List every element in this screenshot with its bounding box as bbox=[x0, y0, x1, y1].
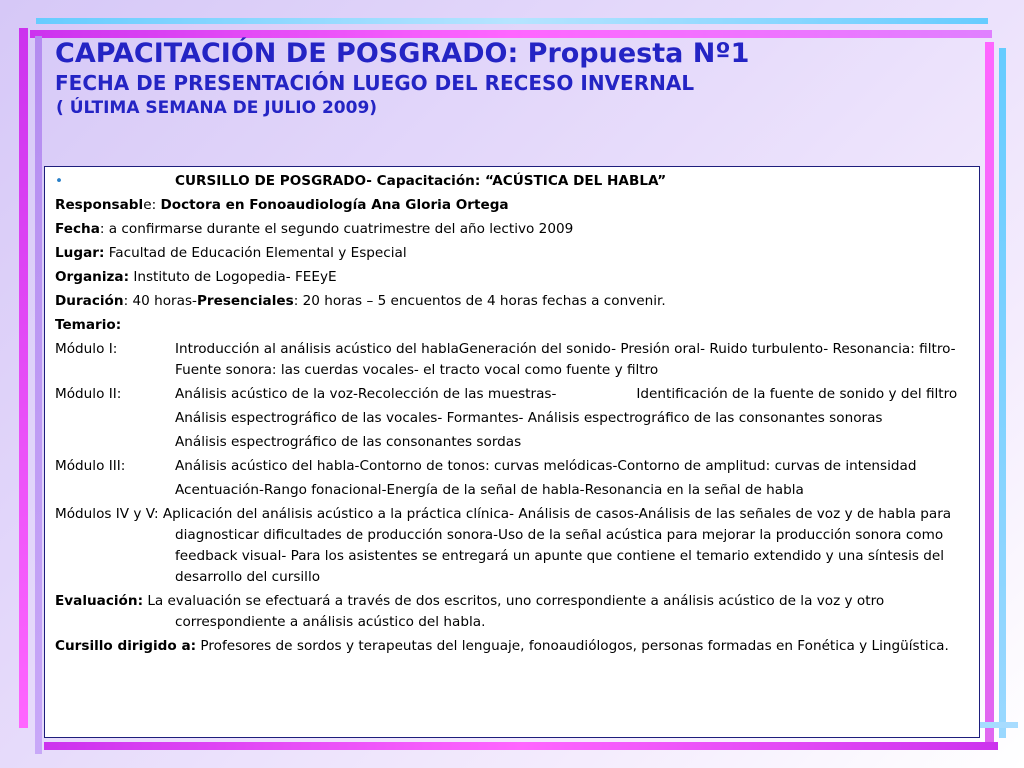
modulo-45-row bbox=[55, 504, 970, 588]
duracion-rest: : 20 horas – 5 encuentos de 4 horas fechas a convenir. bbox=[293, 293, 666, 309]
modulo-1-value: Introducción al análisis acústico del hablaGeneración del sonido- Presión oral- Ruido turbulento- Resonancia: filtro-Fuente sonora: las cuerdas vocales- el tracto vocal como fuente y filtro bbox=[175, 341, 956, 378]
fecha-row bbox=[55, 219, 970, 240]
responsable-sep: : bbox=[151, 197, 161, 213]
title-line-2: FECHA DE PRESENTACIÓN LUEGO DEL RECESO INVERNAL bbox=[55, 71, 695, 95]
duracion-row bbox=[55, 291, 970, 312]
responsable-label: Responsabl bbox=[55, 197, 144, 213]
evaluacion-row bbox=[55, 591, 970, 633]
decor-bar-top-cyan bbox=[36, 18, 988, 24]
modulo-2-value-b: Identificación de la fuente de sonido y del filtro bbox=[636, 386, 958, 402]
slide-title bbox=[55, 38, 955, 120]
duracion-mid: : 40 horas- bbox=[123, 293, 197, 309]
evaluacion-value: La evaluación se efectuará a través de dos escritos, uno correspondiente a análisis acústico de la voz y otro correspondiente a análisis acústico del habla. bbox=[143, 593, 885, 630]
course-heading: CURSILLO DE POSGRADO- Capacitación: “ACÚSTICA DEL HABLA” bbox=[175, 173, 667, 189]
content-body bbox=[55, 171, 970, 657]
responsable-row bbox=[55, 195, 970, 216]
organiza-row bbox=[55, 267, 970, 288]
temario-row bbox=[55, 315, 970, 336]
evaluacion-label: Evaluación: bbox=[55, 593, 144, 609]
decor-bar-right-cyan bbox=[999, 48, 1006, 738]
modulo-45-label: Módulos IV y V: bbox=[55, 506, 159, 522]
modulo-3-value: Análisis acústico del habla-Contorno de tonos: curvas melódicas-Contorno de amplitud: curvas de intensidad bbox=[175, 458, 917, 474]
modulo-2-label: Módulo II: bbox=[55, 386, 122, 402]
organiza-value: Instituto de Logopedia- FEEyE bbox=[129, 269, 337, 285]
duracion-label: Duración bbox=[55, 293, 124, 309]
heading-row bbox=[55, 171, 970, 192]
title-line-1: CAPACITACIÓN DE POSGRADO: Propuesta Nº1 bbox=[55, 38, 750, 69]
responsable-value: Doctora en Fonoaudiología Ana Gloria Ortega bbox=[160, 197, 509, 213]
modulo-3-row bbox=[55, 456, 970, 477]
lugar-value: Facultad de Educación Elemental y Especial bbox=[104, 245, 407, 261]
dirigido-row bbox=[55, 636, 970, 657]
modulo-1-label: Módulo I: bbox=[55, 341, 118, 357]
temario-label: Temario: bbox=[55, 317, 122, 333]
decor-bar-left-magenta bbox=[19, 28, 28, 728]
title-line-3: ( ÚLTIMA SEMANA DE JULIO 2009) bbox=[56, 98, 378, 118]
decor-bar-top-magenta bbox=[30, 30, 992, 38]
modulo-2-row bbox=[55, 384, 970, 405]
bullet-icon: • bbox=[55, 173, 64, 189]
lugar-row bbox=[55, 243, 970, 264]
dirigido-value: Profesores de sordos y terapeutas del lenguaje, fonoaudiólogos, personas formadas en Fonética y Lingüística. bbox=[196, 638, 949, 654]
content-panel bbox=[44, 166, 980, 738]
modulo-1-row bbox=[55, 339, 970, 381]
decor-bar-left-lavender bbox=[35, 36, 42, 754]
fecha-value: : a confirmarse durante el segundo cuatrimestre del año lectivo 2009 bbox=[99, 221, 574, 237]
decor-bar-right-pink bbox=[985, 42, 994, 742]
modulo-2-line-2 bbox=[55, 408, 970, 429]
modulo-2-line-2-text: Análisis espectrográfico de las vocales- Formantes- Análisis espectrográfico de las consonantes sonoras bbox=[175, 410, 883, 426]
modulo-3-line-2 bbox=[55, 480, 970, 501]
modulo-3-line-2-text: Acentuación-Rango fonacional-Energía de la señal de habla-Resonancia en la señal de habla bbox=[175, 482, 804, 498]
lugar-label: Lugar: bbox=[55, 245, 105, 261]
modulo-3-label: Módulo III: bbox=[55, 458, 126, 474]
modulo-2-value-a: Análisis acústico de la voz-Recolección de las muestras- bbox=[175, 386, 557, 402]
responsable-label-tail: e bbox=[143, 197, 152, 213]
decor-bar-bottom-magenta bbox=[44, 742, 998, 750]
organiza-label: Organiza: bbox=[55, 269, 130, 285]
modulo-2-line-3 bbox=[55, 432, 970, 453]
dirigido-label: Cursillo dirigido a: bbox=[55, 638, 197, 654]
presenciales-label: Presenciales bbox=[196, 293, 294, 309]
modulo-2-line-3-text: Análisis espectrográfico de las consonantes sordas bbox=[175, 434, 522, 450]
fecha-label: Fecha bbox=[55, 221, 100, 237]
modulo-45-value: Aplicación del análisis acústico a la práctica clínica- Análisis de casos-Análisis de las señales de voz y de habla para diagnosticar dificultades de producción sonora-Uso de la señal acústica para mejorar la producción sonora como feedback visual- Para los asistentes se entregará un apunte que contiene el temario extendido y una síntesis del desarrollo del cursillo bbox=[158, 506, 952, 585]
